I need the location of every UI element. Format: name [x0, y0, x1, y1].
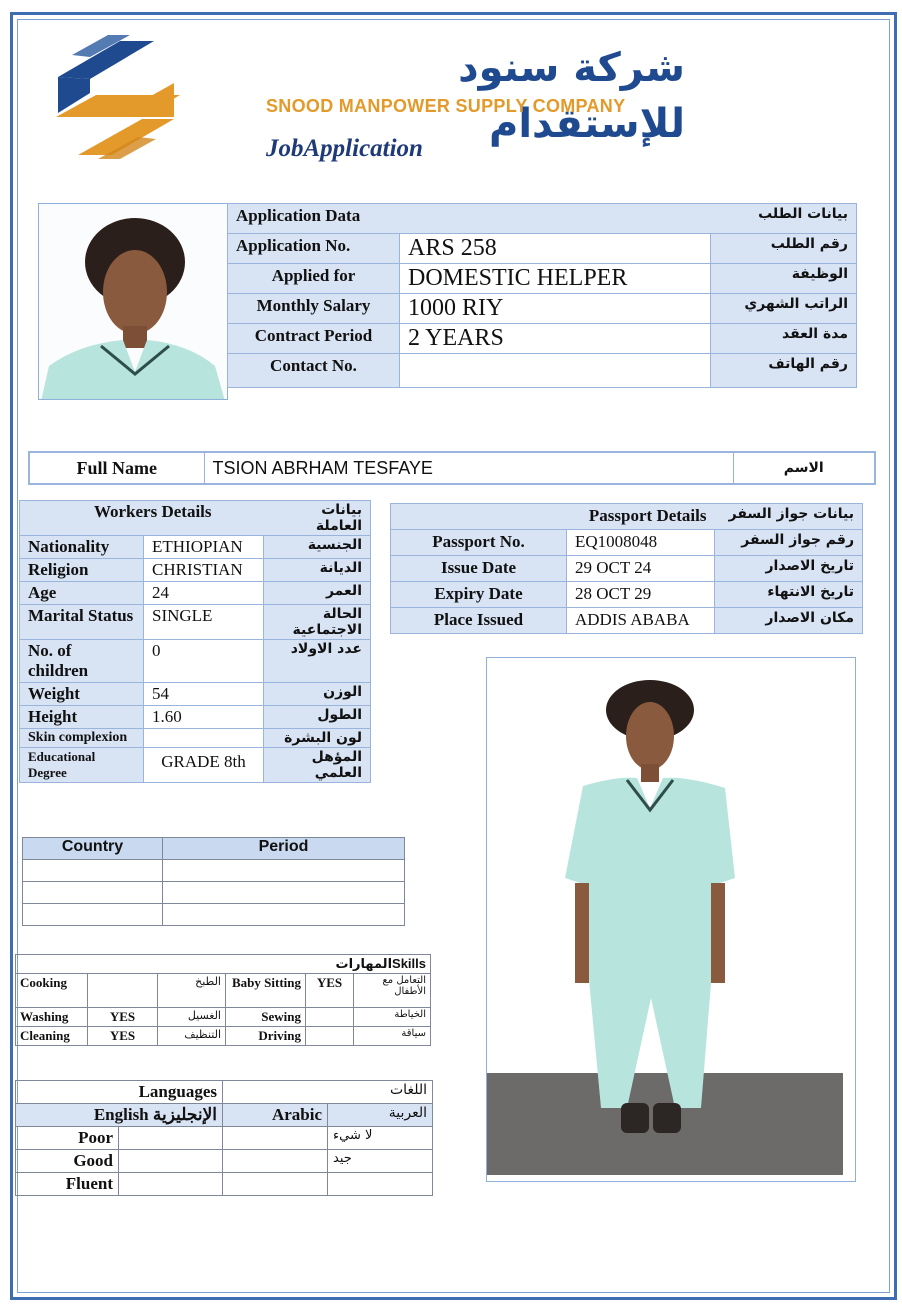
level-fluent-label-ar	[328, 1173, 433, 1196]
passport-no-value: EQ1008048	[567, 530, 715, 556]
arabic-column-header-ar: العربية	[328, 1104, 433, 1127]
weight-label: Weight	[20, 683, 144, 706]
table-row	[228, 294, 857, 324]
arabic-poor-cell	[223, 1127, 328, 1150]
baby-sitting-value: YES	[306, 974, 354, 1008]
sewing-label: Sewing	[226, 1008, 306, 1027]
skills-heading	[16, 955, 431, 974]
children-value: 0	[144, 640, 264, 683]
table-row	[20, 683, 371, 706]
table-cell	[163, 860, 405, 882]
arabic-good-cell	[223, 1150, 328, 1173]
nationality-label-ar: الجنسية	[264, 536, 371, 559]
children-label-ar: عدد الاولاد	[264, 640, 371, 683]
table-row	[23, 882, 405, 904]
passport-no-label-ar: رقم جواز السفر	[715, 530, 863, 556]
applied-for-value: DOMESTIC HELPER	[400, 264, 711, 294]
table-row	[391, 556, 863, 582]
full-name-table	[28, 451, 876, 485]
application-no-label-ar: رقم الطلب	[711, 234, 857, 264]
skills-heading-en: Skills	[392, 956, 426, 971]
skin-complexion-value	[144, 729, 264, 748]
driving-value	[306, 1027, 354, 1046]
cooking-value	[88, 974, 158, 1008]
weight-label-ar: الوزن	[264, 683, 371, 706]
company-name-english: SNOOD MANPOWER SUPPLY COMPANY	[266, 96, 626, 116]
cleaning-label-ar: التنظيف	[158, 1027, 226, 1046]
table-row	[16, 1008, 431, 1027]
table-row	[20, 748, 371, 783]
table-row	[20, 729, 371, 748]
education-value: GRADE 8th	[144, 748, 264, 783]
table-row	[23, 860, 405, 882]
baby-sitting-label-ar: التعامل مع الأطفال	[354, 974, 431, 1008]
skills-heading-ar: المهارات	[335, 957, 393, 972]
issue-date-label-ar: تاريخ الاصدار	[715, 556, 863, 582]
workers-details-table	[19, 500, 371, 783]
table-row	[20, 536, 371, 559]
level-good-label-ar: جيد	[328, 1150, 433, 1173]
contract-period-value: 2 YEARS	[400, 324, 711, 354]
table-row	[391, 530, 863, 556]
skills-table	[15, 954, 431, 1046]
expiry-date-label: Expiry Date	[391, 582, 567, 608]
issue-date-label: Issue Date	[391, 556, 567, 582]
candidate-portrait-photo	[38, 203, 228, 400]
cooking-label: Cooking	[16, 974, 88, 1008]
table-row	[20, 706, 371, 729]
table-row	[16, 1173, 433, 1196]
arabic-column-header: Arabic	[223, 1104, 328, 1127]
table-row	[20, 640, 371, 683]
full-name-label: Full Name	[29, 452, 204, 484]
table-row	[16, 1104, 433, 1127]
full-name-value: TSION ABRHAM TESFAYE	[204, 452, 733, 484]
driving-label-ar: سياقة	[354, 1027, 431, 1046]
marital-status-value: SINGLE	[144, 605, 264, 640]
place-issued-value: ADDIS ABABA	[567, 608, 715, 634]
applied-for-label: Applied for	[228, 264, 400, 294]
washing-label: Washing	[16, 1008, 88, 1027]
age-label: Age	[20, 582, 144, 605]
languages-heading: Languages	[16, 1081, 223, 1104]
passport-no-label: Passport No.	[391, 530, 567, 556]
contract-period-label: Contract Period	[228, 324, 400, 354]
nationality-value: ETHIOPIAN	[144, 536, 264, 559]
passport-details-heading: Passport Details	[391, 504, 715, 530]
marital-status-label-ar: الحالة الاجتماعية	[264, 605, 371, 640]
period-column-header: Period	[163, 838, 405, 860]
level-fluent-label: Fluent	[16, 1173, 119, 1196]
english-poor-cell	[119, 1127, 223, 1150]
application-no-label: Application No.	[228, 234, 400, 264]
level-poor-label-ar: لا شيء	[328, 1127, 433, 1150]
languages-heading-ar: اللغات	[223, 1081, 433, 1104]
age-value: 24	[144, 582, 264, 605]
table-cell	[23, 904, 163, 926]
education-label-ar: المؤهل العلمي	[264, 748, 371, 783]
table-cell	[23, 860, 163, 882]
table-row	[16, 1081, 433, 1104]
table-row	[228, 354, 857, 388]
passport-details-table	[390, 503, 863, 634]
table-row	[228, 234, 857, 264]
monthly-salary-value: 1000 RIY	[400, 294, 711, 324]
religion-label: Religion	[20, 559, 144, 582]
full-name-label-ar: الاسم	[733, 452, 875, 484]
place-issued-label-ar: مكان الاصدار	[715, 608, 863, 634]
candidate-full-body-photo	[486, 657, 856, 1182]
contact-no-label-ar: رقم الهاتف	[711, 354, 857, 388]
nationality-label: Nationality	[20, 536, 144, 559]
education-label: Educational Degree	[20, 748, 144, 783]
expiry-date-value: 28 OCT 29	[567, 582, 715, 608]
document-title: JobApplication	[266, 135, 423, 162]
height-label-ar: الطول	[264, 706, 371, 729]
weight-value: 54	[144, 683, 264, 706]
skin-complexion-label: Skin complexion	[20, 729, 144, 748]
table-row	[16, 1150, 433, 1173]
english-column-header: English الإنجليزية	[16, 1104, 223, 1127]
cooking-label-ar: الطبخ	[158, 974, 226, 1008]
experience-table	[22, 837, 405, 926]
skin-complexion-label-ar: لون البشرة	[264, 729, 371, 748]
applied-for-label-ar: الوظيفة	[711, 264, 857, 294]
arabic-fluent-cell	[223, 1173, 328, 1196]
level-poor-label: Poor	[16, 1127, 119, 1150]
workers-details-heading-ar: بيانات العاملة	[264, 501, 371, 536]
children-label: No. of children	[20, 640, 144, 683]
table-row	[20, 559, 371, 582]
company-logo	[50, 35, 182, 160]
application-no-value: ARS 258	[400, 234, 711, 264]
table-row	[391, 608, 863, 634]
application-data-heading-ar: بيانات الطلب	[711, 204, 857, 234]
issue-date-value: 29 OCT 24	[567, 556, 715, 582]
passport-details-heading-ar: بيانات جواز السفر	[715, 504, 863, 530]
age-label-ar: العمر	[264, 582, 371, 605]
sewing-label-ar: الخياطة	[354, 1008, 431, 1027]
table-row	[20, 605, 371, 640]
languages-table	[15, 1080, 433, 1196]
table-row	[16, 974, 431, 1008]
sewing-value	[306, 1008, 354, 1027]
height-value: 1.60	[144, 706, 264, 729]
table-row	[23, 904, 405, 926]
marital-status-label: Marital Status	[20, 605, 144, 640]
company-name-arabic: شركة سنود للإستقدام	[458, 45, 685, 147]
washing-label-ar: الغسيل	[158, 1008, 226, 1027]
monthly-salary-label: Monthly Salary	[228, 294, 400, 324]
table-cell	[163, 882, 405, 904]
application-data-heading: Application Data	[228, 204, 711, 234]
english-fluent-cell	[119, 1173, 223, 1196]
monthly-salary-label-ar: الراتب الشهري	[711, 294, 857, 324]
table-row	[228, 324, 857, 354]
contract-period-label-ar: مدة العقد	[711, 324, 857, 354]
table-row	[228, 264, 857, 294]
level-good-label: Good	[16, 1150, 119, 1173]
washing-value: YES	[88, 1008, 158, 1027]
table-row	[16, 1127, 433, 1150]
workers-details-heading: Workers Details	[20, 501, 264, 536]
application-data-table	[227, 203, 857, 388]
table-cell	[163, 904, 405, 926]
place-issued-label: Place Issued	[391, 608, 567, 634]
contact-no-label: Contact No.	[228, 354, 400, 388]
religion-value: CHRISTIAN	[144, 559, 264, 582]
table-row	[391, 582, 863, 608]
expiry-date-label-ar: تاريخ الانتهاء	[715, 582, 863, 608]
table-cell	[23, 882, 163, 904]
baby-sitting-label: Baby Sitting	[226, 974, 306, 1008]
driving-label: Driving	[226, 1027, 306, 1046]
religion-label-ar: الديانة	[264, 559, 371, 582]
english-good-cell	[119, 1150, 223, 1173]
country-column-header: Country	[23, 838, 163, 860]
table-row	[20, 582, 371, 605]
height-label: Height	[20, 706, 144, 729]
contact-no-value	[400, 354, 711, 388]
cleaning-value: YES	[88, 1027, 158, 1046]
table-row	[16, 1027, 431, 1046]
cleaning-label: Cleaning	[16, 1027, 88, 1046]
